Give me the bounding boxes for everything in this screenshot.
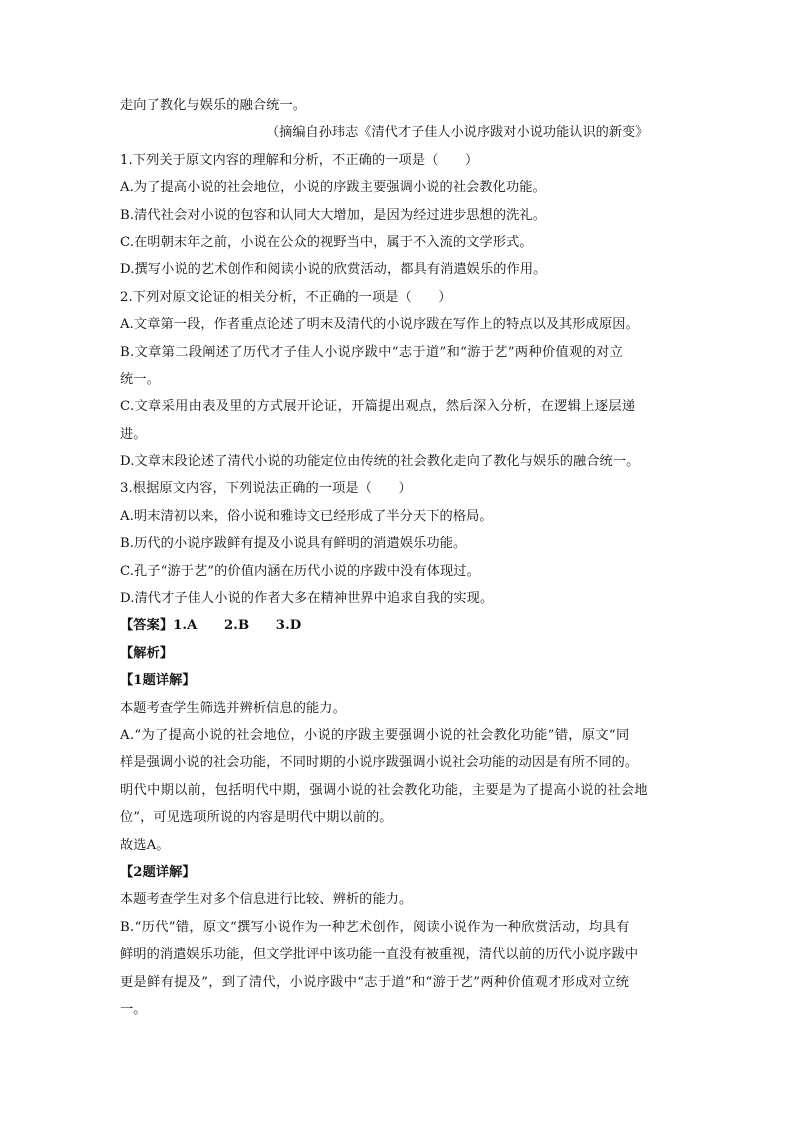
q2-detail-text: 本题考查学生对多个信息进行比较、辨析的能力。: [120, 892, 413, 908]
q2-detail-text: 更是鲜有提及”，到了清代，小说序跋中“志于道”和“游于艺”两种价值观才形成对立统: [120, 974, 630, 990]
q1-choice: 故选A。: [120, 837, 170, 853]
q1-option-d: D.撰写小说的艺术创作和阅读小说的欣赏活动，都具有消遣娱乐的作用。: [120, 262, 547, 278]
document-body: [120, 92, 680, 1023]
q2-option-c-cont: 进。: [120, 426, 147, 442]
q2-option-d: D.文章末段论述了清代小说的功能定位由传统的社会教化走向了教化与娱乐的融合统一。: [120, 454, 640, 470]
q2-detail-heading: 【2题详解】: [120, 864, 196, 880]
q1-option-c: C.在明朝末年之前，小说在公众的视野当中，属于不入流的文学形式。: [120, 234, 533, 250]
question-2: 2.下列对原文论证的相关分析，不正确的一项是（ ）: [120, 289, 452, 305]
q3-option-b: B.历代的小说序跋鲜有提及小说具有鲜明的消遣娱乐功能。: [120, 536, 467, 552]
q2-detail-text: 鲜明的消遣娱乐功能，但文学批评中该功能一直没有被重视，清代以前的历代小说序跋中: [120, 947, 639, 963]
source-citation: （摘编自孙玮志《清代才子佳人小说序跋对小说功能认识的新变》: [266, 125, 649, 141]
q3-option-c: C.孔子“游于艺”的价值内涵在历代小说的序跋中没有体现过。: [120, 563, 480, 579]
q1-detail-text: 位”，可见选项所说的内容是明代中期以前的。: [120, 810, 393, 826]
q2-detail-text: B.“历代”错，原文“撰写小说作为一种艺术创作，阅读小说作为一种欣赏活动，均具有: [120, 919, 630, 935]
q2-detail-text: 一。: [120, 1001, 147, 1017]
question-1: 1.下列关于原文内容的理解和分析，不正确的一项是（ ）: [120, 152, 479, 168]
text-line: 走向了教化与娱乐的融合统一。: [120, 98, 307, 113]
q2-option-c: C.文章采用由表及里的方式展开论证，开篇提出观点，然后深入分析，在逻辑上逐层递: [120, 399, 636, 415]
q3-option-a: A.明末清初以来，俗小说和雅诗文已经形成了半分天下的格局。: [120, 508, 493, 524]
q1-detail-heading: 【1题详解】: [120, 673, 196, 689]
question-3: 3.根据原文内容，下列说法正确的一项是（ ）: [120, 481, 412, 497]
q1-detail-text: 明代中期以前，包括明代中期，强调小说的社会教化功能，主要是为了提高小说的社会地: [120, 782, 648, 798]
q1-detail-text: 本题考查学生筛选并辨析信息的能力。: [120, 700, 346, 716]
q1-option-b: B.清代社会对小说的包容和认同大大增加，是因为经过进步思想的洗礼。: [120, 207, 546, 223]
analysis-heading: 【解析】: [120, 645, 174, 661]
q1-detail-text: 样是强调小说的社会功能，不同时期的小说序跋强调小说社会功能的动因是有所不同的。: [120, 755, 639, 771]
q2-option-a: A.文章第一段，作者重点论述了明末及清代的小说序跋在写作上的特点以及其形成原因。: [120, 317, 639, 333]
q1-option-a: A.为了提高小说的社会地位，小说的序跋主要强调小说的社会教化功能。: [120, 180, 546, 196]
q1-detail-text: A.“为了提高小说的社会地位，小说的序跋主要强调小说的社会教化功能”错，原文“同: [120, 727, 630, 743]
q2-option-b-cont: 统一。: [120, 371, 160, 387]
answer-line: 【答案】1.A 2.B 3.D: [120, 618, 302, 634]
q3-option-d: D.清代才子佳人小说的作者大多在精神世界中追求自我的实现。: [120, 591, 494, 607]
q2-option-b: B.文章第二段阐述了历代才子佳人小说序跋中“志于道”和“游于艺”两种价值观的对立: [120, 344, 624, 360]
